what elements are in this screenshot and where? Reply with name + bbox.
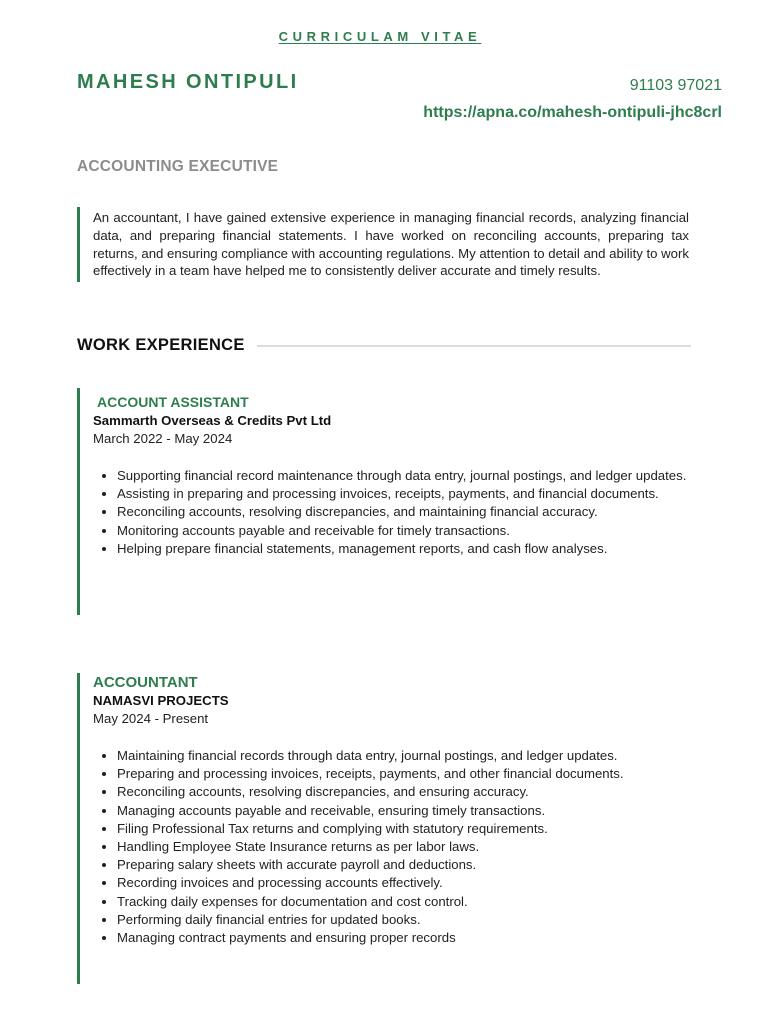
section-divider [257, 345, 691, 347]
list-item: • Supporting financial record maintenance through data entry, journal postings, and ledger updates. [117, 467, 757, 485]
job-responsibilities [93, 467, 757, 558]
job-title: ACCOUNT ASSISTANT [97, 394, 249, 410]
list-item: • Performing daily financial entries for updated books. [117, 911, 757, 929]
list-item: • Managing contract payments and ensuring proper records [117, 929, 757, 947]
list-item: • Maintaining financial records through data entry, journal postings, and ledger updates. [117, 747, 757, 765]
list-item: • Helping prepare financial statements, management reports, and cash flow analyses. [117, 540, 757, 558]
phone-number: 91103 97021 [629, 77, 722, 94]
profile-link[interactable]: https://apna.co/mahesh-ontipuli-jhc8crl [423, 104, 722, 121]
job-entry-accountant [77, 673, 757, 984]
job-role-title: ACCOUNTING EXECUTIVE [77, 158, 279, 175]
list-item: • Preparing and processing invoices, receipts, payments, and other financial documents. [117, 765, 757, 783]
list-item: • Managing accounts payable and receivable, ensuring timely transactions. [117, 802, 757, 820]
job-dates: March 2022 - May 2024 [93, 431, 233, 446]
list-item: • Recording invoices and processing accounts effectively. [117, 874, 757, 892]
list-item: • Preparing salary sheets with accurate payroll and deductions. [117, 856, 757, 874]
profile-summary: An accountant, I have gained extensive experience in managing financial records, analyzing financial data, and preparing financial statements. I have worked on reconciling accounts, preparing tax returns, and ensuring compliance with accounting regulations. My attention to detail and ability to work effectively in a team have helped me to consistently deliver accurate and timely results. [77, 207, 689, 282]
candidate-name: MAHESH ONTIPULI [77, 71, 299, 93]
list-item: • Handling Employee State Insurance returns as per labor laws. [117, 838, 757, 856]
list-item: • Monitoring accounts payable and receivable for timely transactions. [117, 522, 757, 540]
list-item: • Tracking daily expenses for documentation and cost control. [117, 893, 757, 911]
section-title: WORK EXPERIENCE [77, 336, 245, 354]
company-name: NAMASVI PROJECTS [93, 693, 229, 708]
job-responsibilities [93, 747, 757, 947]
work-experience-heading [77, 336, 691, 355]
list-item: • Reconciling accounts, resolving discrepancies, and maintaining financial accuracy. [117, 503, 757, 521]
job-entry-account-assistant [77, 388, 757, 615]
job-title: ACCOUNTANT [93, 674, 198, 691]
list-item: • Filing Professional Tax returns and complying with statutory requirements. [117, 820, 757, 838]
job-dates: May 2024 - Present [93, 711, 209, 726]
list-item: • Assisting in preparing and processing invoices, receipts, payments, and financial documents. [117, 485, 757, 503]
list-item: • Reconciling accounts, resolving discrepancies, and ensuring accuracy. [117, 783, 757, 801]
company-name: Sammarth Overseas & Credits Pvt Ltd [93, 413, 332, 428]
document-label: CURRICULAM VITAE [278, 29, 482, 44]
